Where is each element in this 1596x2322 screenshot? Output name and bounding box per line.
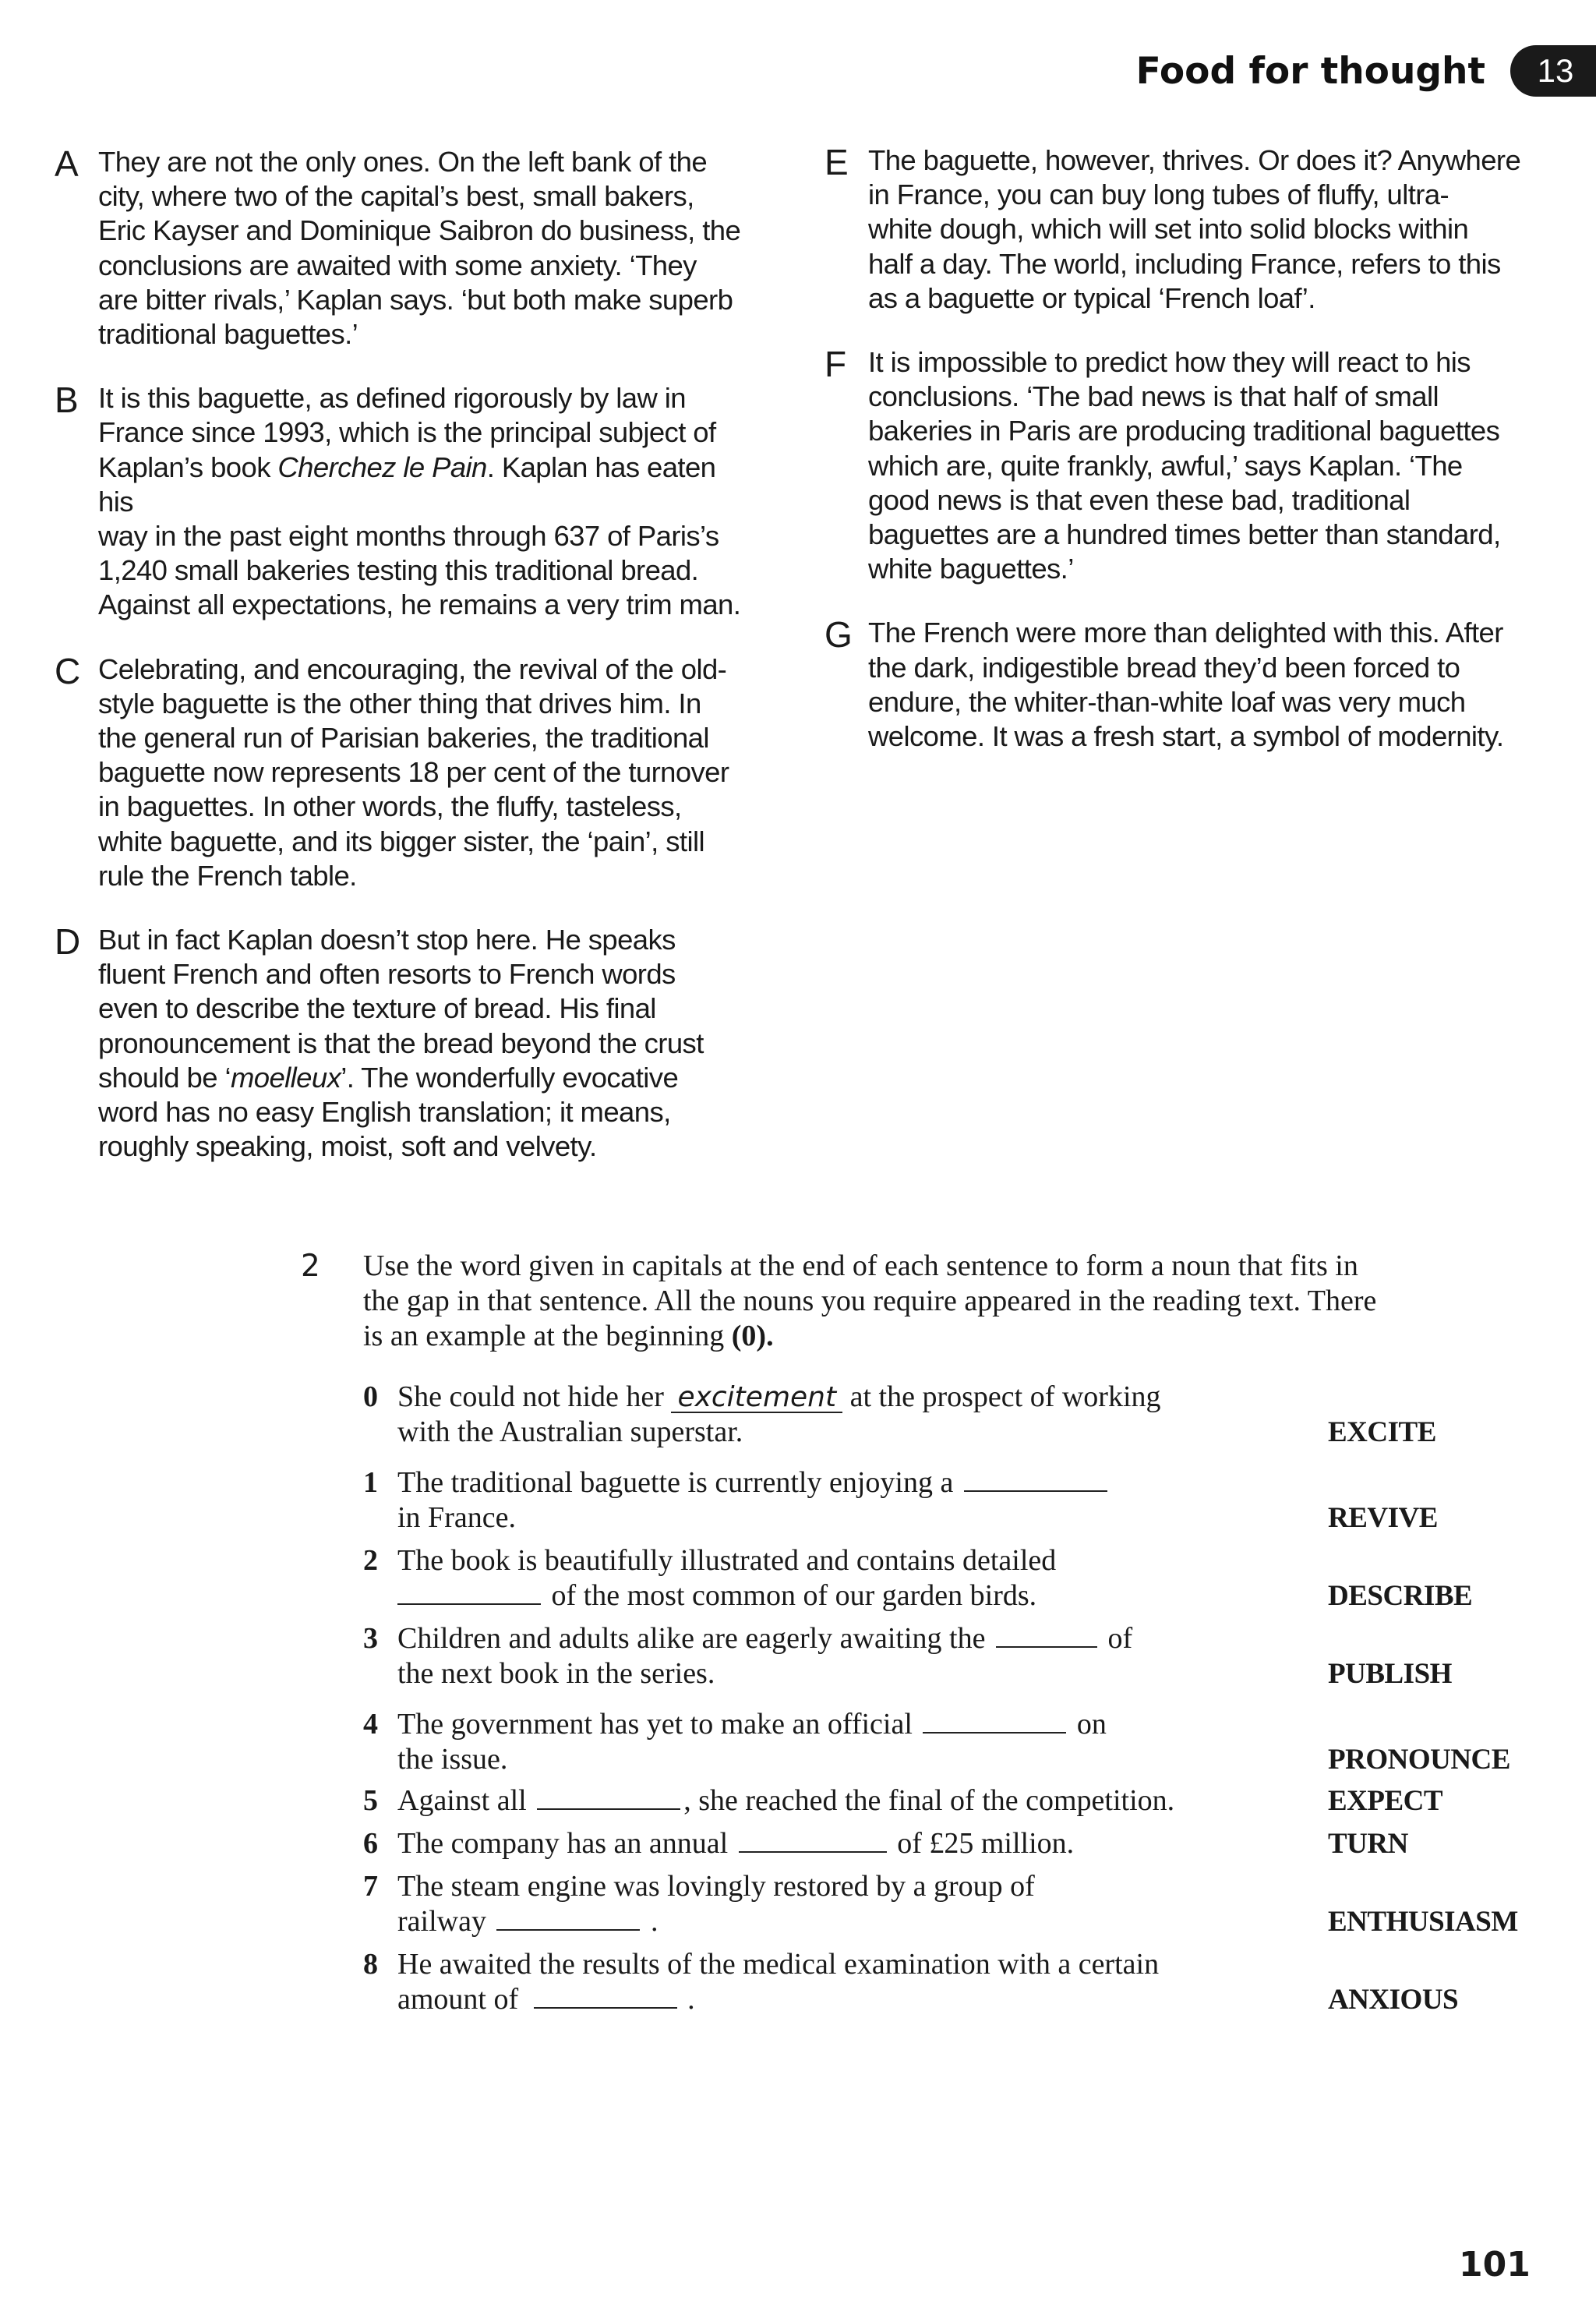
page-header <box>1136 41 1596 101</box>
paragraph-letter: E <box>824 142 849 182</box>
sentence-part: railway <box>397 1905 486 1938</box>
text-line: It is this baguette, as defined rigorously by law in <box>98 382 686 415</box>
sentence-part: in France. <box>397 1501 516 1534</box>
text-line: They are not the only ones. On the left bank of the <box>98 146 708 178</box>
example-answer: excitement <box>671 1384 842 1413</box>
text-line: France since 1993, which is the principal subject of <box>98 416 716 449</box>
text-line: Celebrating, and encouraging, the revival of the old- <box>98 652 727 685</box>
text-line: traditional baguettes.’ <box>98 318 358 351</box>
sentence-part: The company has an annual <box>397 1827 729 1860</box>
paragraph-text <box>98 381 756 622</box>
sentence-part: of the most common of our garden birds. <box>551 1579 1037 1612</box>
text-line: in baguettes. In other words, the fluffy, tasteless, <box>98 790 682 823</box>
sentence-part: of <box>1107 1622 1133 1655</box>
sentence-part: She could not hide her <box>397 1380 664 1413</box>
paragraph-a <box>55 145 756 352</box>
paragraph-d <box>55 923 756 1164</box>
text-line: baguettes are a hundred times better than standard, <box>868 518 1501 551</box>
text-line: even to describe the texture of bread. His final <box>98 992 656 1025</box>
left-column <box>55 145 756 1193</box>
text-line: are bitter rivals,’ Kaplan says. ‘but both make superb <box>98 283 733 316</box>
root-word: DESCRIBE <box>1328 1580 1473 1612</box>
unit-number-badge: 13 <box>1510 45 1596 97</box>
text-line: the general run of Parisian bakeries, the traditional <box>98 722 709 755</box>
text-line: good news is that even these bad, traditional <box>868 483 1411 516</box>
text-line: half a day. The world, including France, refers to this <box>868 247 1501 280</box>
sentence-part: with the Australian superstar. <box>397 1415 743 1448</box>
sentence-part: He awaited the results of the medical examination with a certain <box>397 1948 1160 1981</box>
text-line: the dark, indigestible bread they’d been forced to <box>868 651 1460 684</box>
item-number: 8 <box>363 1948 378 1981</box>
answer-gap[interactable] <box>923 1709 1066 1734</box>
root-word: PUBLISH <box>1328 1658 1452 1690</box>
sentence-part: The book is beautifully illustrated and contains detailed <box>397 1544 1057 1577</box>
text-line: which are, quite frankly, awful,’ says Kaplan. ‘The <box>868 449 1463 482</box>
answer-gap[interactable] <box>397 1580 541 1605</box>
text-line: baguette now represents 18 per cent of the turnover <box>98 756 729 789</box>
text-line: in France, you can buy long tubes of fluffy, ultra- <box>868 178 1449 211</box>
item-sentence <box>397 1869 1286 1939</box>
paragraph-e <box>824 143 1526 316</box>
text-line: as a baguette or typical ‘French loaf’. <box>868 281 1315 314</box>
page-number: 101 <box>1459 2245 1531 2285</box>
instruction-line: Use the word given in capitals at the end of each sentence to form a noun that fits in <box>363 1249 1358 1282</box>
instruction-line: is an example at the beginning <box>363 1320 725 1352</box>
root-word: TURN <box>1328 1828 1408 1860</box>
paragraph-letter: C <box>55 650 81 691</box>
sentence-part: at the prospect of working <box>849 1380 1161 1413</box>
paragraph-g <box>824 616 1526 754</box>
text-line: style baguette is the other thing that drives him. In <box>98 687 701 719</box>
item-number: 5 <box>363 1784 378 1817</box>
paragraph-text <box>98 923 756 1164</box>
sentence-part: the next book in the series. <box>397 1657 715 1690</box>
sentence-part: amount of <box>397 1983 519 2016</box>
text-line: conclusions. ‘The bad news is that half of small <box>868 380 1439 413</box>
text-line: way in the past eight months through 637 of Paris’s <box>98 520 719 553</box>
example-marker: (0). <box>731 1320 774 1352</box>
text-line: bakeries in Paris are producing traditional baguettes <box>868 415 1500 447</box>
paragraph-c <box>55 652 756 893</box>
item-number: 0 <box>363 1380 378 1413</box>
root-word: ANXIOUS <box>1328 1984 1459 2016</box>
text-line: The baguette, however, thrives. Or does it? Anywhere <box>868 144 1521 176</box>
answer-gap[interactable] <box>996 1623 1097 1648</box>
right-column <box>824 143 1526 783</box>
paragraph-letter: B <box>55 380 79 421</box>
sentence-part: The steam engine was lovingly restored by a group of <box>397 1870 1035 1903</box>
text-line: city, where two of the capital’s best, small bakers, <box>98 180 694 213</box>
paragraph-f <box>824 345 1526 586</box>
exercise-number: 2 <box>301 1249 320 1284</box>
item-number: 2 <box>363 1544 378 1577</box>
paragraph-text <box>868 616 1526 754</box>
sentence-part: of £25 million. <box>897 1827 1075 1860</box>
sentence-part: the issue. <box>397 1743 508 1776</box>
answer-gap[interactable] <box>496 1906 640 1931</box>
sentence-part: The traditional baguette is currently enjoying a <box>397 1466 954 1499</box>
text-line: 1,240 small bakeries testing this traditional bread. <box>98 554 699 587</box>
answer-gap[interactable] <box>534 1984 677 2009</box>
sentence-part: Children and adults alike are eagerly awaiting the <box>397 1622 986 1655</box>
root-word: EXPECT <box>1328 1785 1443 1817</box>
sentence-part: The government has yet to make an official <box>397 1708 913 1741</box>
item-number: 7 <box>363 1870 378 1903</box>
exercise-instructions <box>363 1249 1596 1354</box>
text-line: rule the French table. <box>98 859 357 892</box>
answer-gap[interactable] <box>964 1467 1107 1492</box>
text-line: fluent French and often resorts to French words <box>98 958 676 991</box>
item-sentence <box>397 1543 1286 1613</box>
text-line: The French were more than delighted with this. After <box>868 617 1503 649</box>
sentence-part: on <box>1076 1708 1107 1741</box>
instruction-line: the gap in that sentence. All the nouns you require appeared in the reading text. There <box>363 1285 1377 1317</box>
paragraph-letter: D <box>55 921 81 963</box>
text-line: But in fact Kaplan doesn’t stop here. He speaks <box>98 924 676 956</box>
text-line: white baguettes.’ <box>868 553 1074 585</box>
sentence-part: . <box>687 1983 695 2016</box>
item-sentence <box>397 1826 1286 1861</box>
item-sentence <box>397 1707 1286 1777</box>
root-word: PRONOUNCE <box>1328 1744 1510 1776</box>
paragraph-letter: F <box>824 344 847 385</box>
item-sentence <box>397 1783 1286 1818</box>
sentence-part: Against all <box>397 1784 527 1817</box>
root-word: EXCITE <box>1328 1416 1436 1448</box>
item-number: 1 <box>363 1466 378 1499</box>
text-line: Kaplan’s book Cherchez le Pain. Kaplan has eaten his <box>98 451 716 518</box>
text-line: roughly speaking, moist, soft and velvety. <box>98 1130 597 1163</box>
paragraph-text <box>98 652 756 893</box>
root-word: ENTHUSIASM <box>1328 1906 1518 1938</box>
text-line: white dough, which will set into solid blocks within <box>868 213 1469 246</box>
text-line: word has no easy English translation; it means, <box>98 1096 671 1129</box>
text-line: endure, the whiter-than-white loaf was very much <box>868 685 1466 718</box>
paragraph-text <box>868 345 1526 586</box>
text-line: Against all expectations, he remains a very trim man. <box>98 588 741 621</box>
paragraph-letter: G <box>824 614 853 656</box>
item-sentence <box>397 1380 1286 1450</box>
item-sentence <box>397 1947 1286 2017</box>
item-number: 4 <box>363 1708 378 1741</box>
root-word: REVIVE <box>1328 1502 1438 1534</box>
text-line: Eric Kayser and Dominique Saibron do business, the <box>98 214 741 247</box>
chapter-title: Food for thought <box>1135 49 1485 93</box>
paragraph-b <box>55 381 756 622</box>
paragraph-letter: A <box>55 143 79 184</box>
item-sentence <box>397 1465 1286 1536</box>
text-line: It is impossible to predict how they will react to his <box>868 346 1471 379</box>
paragraph-text <box>868 143 1526 316</box>
text-line: pronouncement is that the bread beyond the crust <box>98 1027 704 1059</box>
text-line: welcome. It was a fresh start, a symbol of modernity. <box>868 720 1504 753</box>
item-number: 6 <box>363 1827 378 1860</box>
item-number: 3 <box>363 1622 378 1655</box>
sentence-part: , she reached the final of the competition. <box>683 1784 1175 1817</box>
text-line: white baguette, and its bigger sister, the ‘pain’, still <box>98 825 704 857</box>
paragraph-text <box>98 145 756 352</box>
sentence-part: . <box>650 1905 659 1938</box>
text-line: conclusions are awaited with some anxiety. ‘They <box>98 249 697 281</box>
item-sentence <box>397 1621 1286 1691</box>
answer-gap[interactable] <box>739 1828 887 1853</box>
answer-gap[interactable] <box>537 1785 680 1810</box>
text-line: should be ‘moelleux’. The wonderfully evocative <box>98 1061 679 1094</box>
